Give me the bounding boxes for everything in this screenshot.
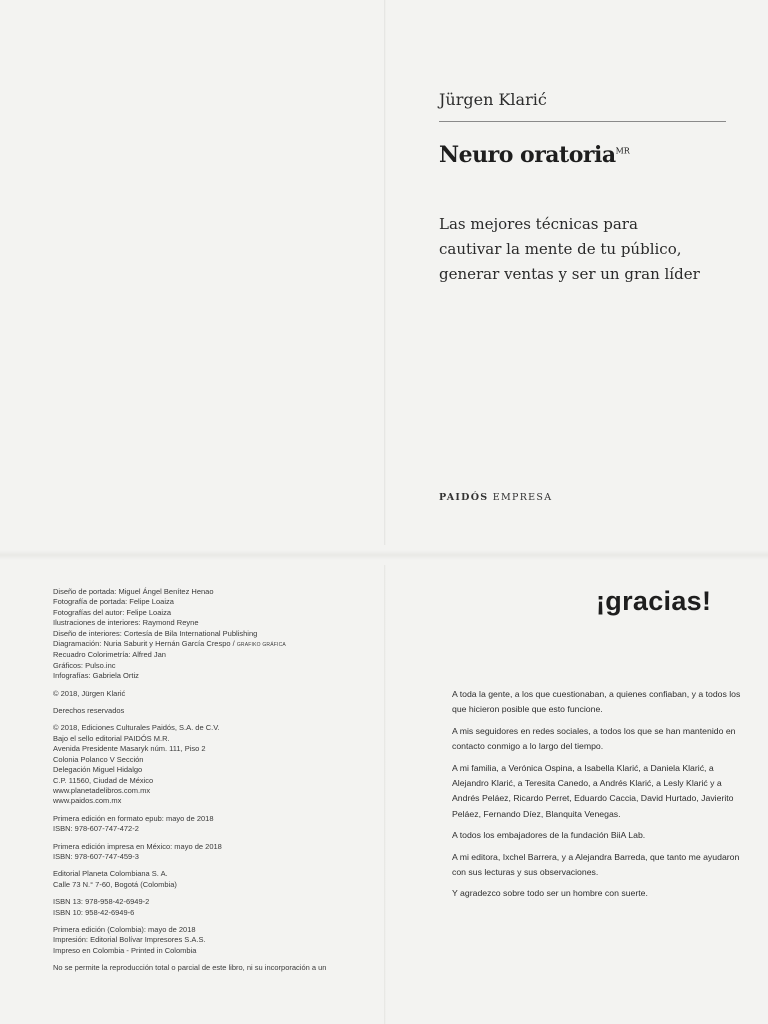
credits-line: ISBN: 978-607-747-459-3 — [53, 851, 139, 861]
credits-spacer — [53, 918, 373, 925]
credits-spacer — [53, 862, 373, 869]
credits-spacer — [53, 682, 373, 689]
credits-line: Impresión: Editorial Bolívar Impresores S.A.S. — [53, 935, 206, 945]
thanks-paragraph: A mi editora, Ixchel Barrera, y a Alejandra Barreda, que tanto me ayudaron con sus lecturas y sus observaciones. — [452, 851, 740, 878]
credits-spacer — [53, 807, 373, 814]
studio-credit: GRAFIKO GRÁFICA — [236, 642, 286, 649]
title-rule — [439, 121, 726, 122]
thanks-paragraph: A todos los embajadores de la fundación BiiA Lab. — [452, 830, 646, 841]
credits-line: C.P. 11560, Ciudad de México — [53, 775, 154, 785]
credits-line: Primera edición en formato epub: mayo de 2018 — [53, 813, 214, 823]
publisher-name: PAIDÓS — [439, 492, 489, 503]
thanks-paragraph: A mi familia, a Verónica Ospina, a Isabella Klarić, a Daniela Klarić, a Alejandro Klarić, a Teresita Canedo, a Andrés Klarić, a Lesly Klarić y a Andrés Peláez, Ricardo Perret, Eduardo Caccia, David Hurtado, Javierito Peláez, Fernando Díez, Blanquita Venegas. — [452, 762, 734, 819]
thanks-paragraph: A toda la gente, a los que cuestionaban, a quienes confiaban, y a todos los que hicieron posible que esto funcione. — [452, 689, 741, 715]
credits-line: Diseño de interiores: Cortesía de Bila International Publishing — [53, 628, 258, 638]
credits-line: Primera edición impresa en México: mayo de 2018 — [53, 841, 222, 851]
trademark-mark: MR — [615, 146, 630, 156]
credits-line: Ilustraciones de interiores: Raymond Reyne — [53, 618, 199, 628]
book-title-text: Neuro oratoria — [439, 142, 616, 168]
author-name: Jürgen Klarić — [439, 90, 547, 109]
credits-line: Infografías: Gabriela Ortiz — [53, 671, 139, 681]
credits-line: www.paidos.com.mx — [53, 796, 122, 806]
credits-line: ISBN 13: 978-958-42-6949-2 — [53, 897, 150, 907]
credits-line: Colonia Polanco V Sección — [53, 754, 144, 764]
credits-line: Diseño de portada: Miguel Ángel Benítez Henao — [53, 587, 214, 596]
thanks-body — [452, 687, 742, 908]
credits-line: Fotografía de portada: Felipe Loaiza — [53, 597, 174, 607]
credits-spacer — [53, 835, 373, 842]
credits-spacer — [53, 956, 373, 963]
credits-line: Calle 73 N.° 7-60, Bogotá (Colombia) — [53, 879, 177, 889]
thanks-paragraph: Y agradezco sobre todo ser un hombre con suerte. — [452, 888, 648, 899]
page-fold-bottom — [384, 565, 386, 1024]
credits-line: Bajo el sello editorial PAIDÓS M.R. — [53, 733, 170, 743]
credits-line: Diagramación: Nuria Saburit y Hernán García Crespo / GRAFIKO GRÁFICA — [53, 639, 286, 649]
page-fold-top — [384, 0, 386, 545]
subtitle-line: Las mejores técnicas para — [439, 215, 638, 233]
credits-line: ISBN: 978-607-747-472-2 — [53, 824, 139, 834]
book-title — [439, 142, 630, 168]
subtitle-line: generar ventas y ser un gran líder — [439, 265, 700, 283]
credits-line: Primera edición (Colombia): mayo de 2018 — [53, 924, 196, 934]
book-subtitle — [439, 212, 739, 287]
thanks-paragraph: A mis seguidores en redes sociales, a todos los que se han mantenido en contacto conmigo a lo largo del tiempo. — [452, 725, 736, 752]
publisher-line: EMPRESA — [488, 492, 553, 503]
credits-line: Recuadro Colorimetría: Alfred Jan — [53, 650, 166, 660]
credits-line: Avenida Presidente Masaryk núm. 111, Piso 2 — [53, 744, 206, 754]
credits-line: Fotografías del autor: Felipe Loaiza — [53, 607, 171, 617]
credits-line: Impreso en Colombia - Printed in Colombia — [53, 945, 197, 955]
credits-block — [53, 587, 373, 974]
publisher-imprint — [439, 492, 552, 503]
credits-spacer — [53, 716, 373, 723]
thanks-heading: ¡gracias! — [596, 586, 712, 616]
credits-line: Editorial Planeta Colombiana S. A. — [53, 869, 168, 879]
subtitle-line: cautivar la mente de tu público, — [439, 240, 682, 258]
credits-spacer — [53, 699, 373, 706]
credits-line: ISBN 10: 958-42-6949-6 — [53, 907, 135, 917]
credits-line: Delegación Miguel Hidalgo — [53, 765, 143, 775]
credits-spacer — [53, 890, 373, 897]
credits-line: Gráficos: Pulso.inc — [53, 660, 116, 670]
credits-line: www.planetadelibros.com.mx — [53, 785, 151, 795]
spread-divider — [0, 550, 768, 560]
credits-line: No se permite la reproducción total o parcial de este libro, ni su incorporación a un — [53, 963, 327, 973]
credits-line: © 2018, Jürgen Klarić — [53, 688, 126, 698]
credits-line: © 2018, Ediciones Culturales Paidós, S.A. de C.V. — [53, 723, 220, 733]
credits-line: Derechos reservados — [53, 706, 125, 716]
